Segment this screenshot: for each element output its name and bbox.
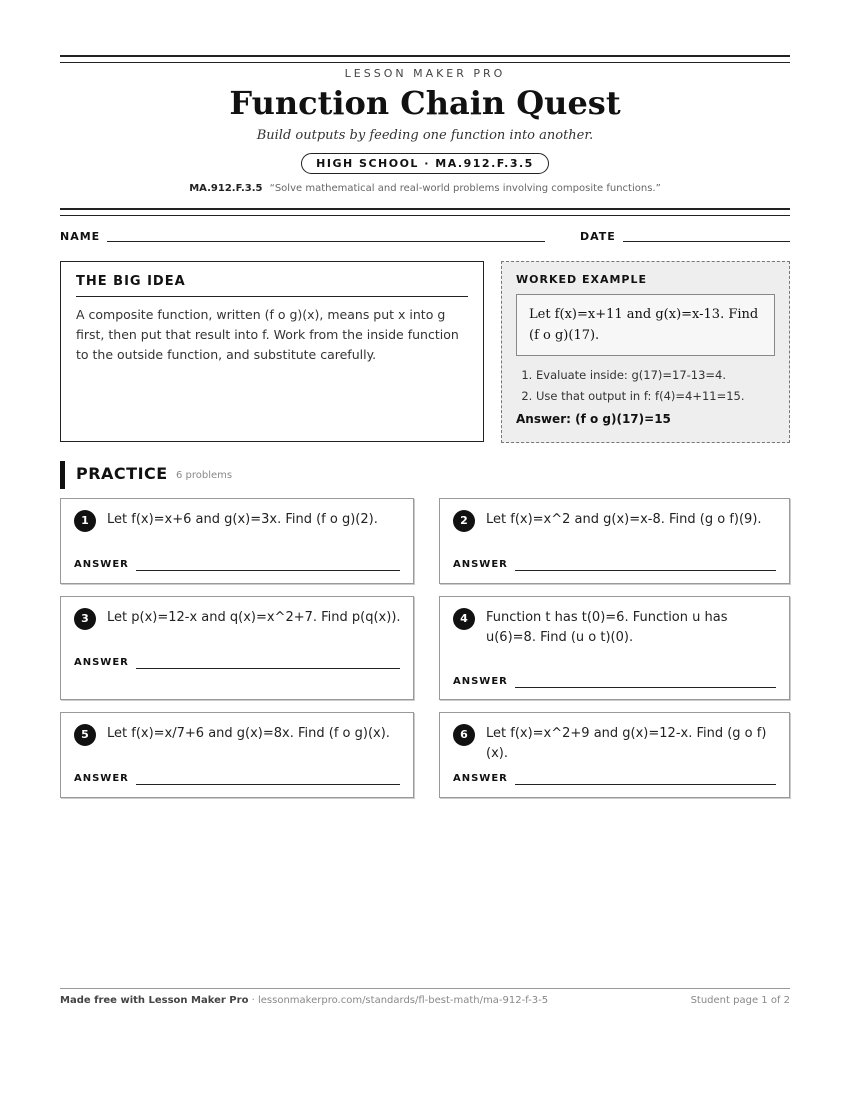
answer-field-6[interactable] [515,784,776,785]
problem-number-badge: 2 [453,510,475,532]
answer-label: ANSWER [74,559,129,570]
problem-text: Let f(x)=x+6 and g(x)=3x. Find (f o g)(2). [107,512,378,527]
worked-step: 1. Evaluate inside: g(17)=17-13=4. [536,365,775,386]
problem-card-5 [60,712,414,798]
problem-text: Let f(x)=x^2+9 and g(x)=12-x. Find (g o f)(x). [486,726,767,761]
answer-label: ANSWER [453,676,508,687]
grade-standard-badge: HIGH SCHOOL · MA.912.F.3.5 [301,153,549,174]
answer-label: ANSWER [74,657,129,668]
problem-number-badge: 1 [74,510,96,532]
problem-number-badge: 3 [74,608,96,630]
answer-field-2[interactable] [515,570,776,571]
footer-page-number: Student page 1 of 2 [690,995,790,1006]
name-label: NAME [60,230,101,243]
problem-card-4 [439,596,790,700]
worked-example-heading: WORKED EXAMPLE [516,273,647,286]
footer-credit [60,995,548,1006]
answer-field-4[interactable] [515,687,776,688]
standard-line [60,183,790,194]
header-bottom-rule [60,208,790,216]
page-subtitle: Build outputs by feeding one function into another. [256,128,594,143]
answer-field-5[interactable] [136,784,400,785]
problem-card-1 [60,498,414,584]
big-idea-heading: THE BIG IDEA [76,274,468,297]
worked-example-answer: Answer: (f o g)(17)=15 [516,412,671,426]
footer-rule [60,988,790,989]
problem-number-badge: 4 [453,608,475,630]
big-idea-text: A composite function, written (f o g)(x), means put x into g first, then put that result into f. Work from the inside function to the outside function, and substitute carefully. [76,307,459,362]
answer-field-1[interactable] [136,570,400,571]
standard-code: MA.912.F.3.5 [189,183,263,194]
problem-number-badge: 5 [74,724,96,746]
problem-card-2 [439,498,790,584]
standard-description: “Solve mathematical and real-world problems involving composite functions.” [269,183,661,194]
practice-heading: PRACTICE [76,464,168,483]
problem-text: Let p(x)=12-x and q(x)=x^2+7. Find p(q(x)). [107,610,401,625]
name-field[interactable] [107,241,545,242]
problem-text: Let f(x)=x^2 and g(x)=x-8. Find (g o f)(9). [486,512,762,527]
problem-text: Let f(x)=x/7+6 and g(x)=8x. Find (f o g)(x). [107,726,390,741]
practice-accent-bar [60,461,65,489]
worked-example-problem: Let f(x)=x+11 and g(x)=x-13. Find (f o g)(17). [516,294,775,356]
worked-step: 2. Use that output in f: f(4)=4+11=15. [536,386,775,407]
date-field[interactable] [623,241,790,242]
problem-card-3 [60,596,414,700]
answer-field-3[interactable] [136,668,400,669]
problem-text: Function t has t(0)=6. Function u has u(6)=8. Find (u o t)(0). [486,610,728,645]
answer-label: ANSWER [74,773,129,784]
worked-example-box [501,261,790,443]
brand-label: LESSON MAKER PRO [344,67,506,80]
footer-made-with: Made free with Lesson Maker Pro [60,995,249,1006]
page-title: Function Chain Quest [229,84,621,122]
practice-count: 6 problems [176,470,233,481]
date-label: DATE [580,230,616,243]
footer-url[interactable]: · lessonmakerpro.com/standards/fl-best-math/ma-912-f-3-5 [248,995,549,1006]
problem-card-6 [439,712,790,798]
big-idea-box [60,261,484,442]
answer-label: ANSWER [453,773,508,784]
top-double-rule [60,55,790,63]
problem-number-badge: 6 [453,724,475,746]
worked-example-steps [516,365,775,407]
answer-label: ANSWER [453,559,508,570]
